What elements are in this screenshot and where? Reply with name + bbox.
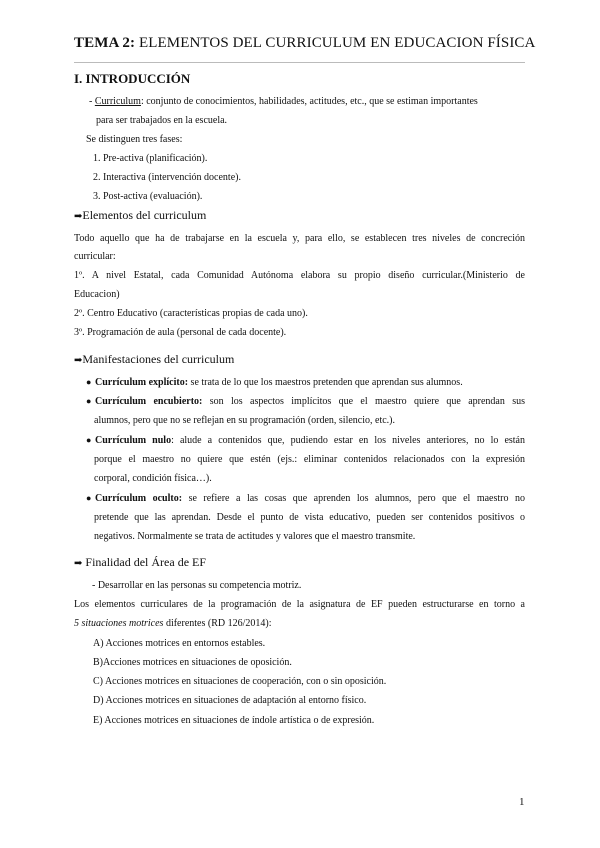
manifest-item	[86, 489, 525, 508]
bullet-icon: ●	[86, 396, 92, 406]
manifest-heading-text: Manifestaciones del curriculum	[82, 352, 235, 366]
manifest-text: : alude a contenidos que, pudiendo estar en los niveles anteriores, no lo están	[171, 435, 525, 446]
curriculum-definition-line2: para ser trabajados en la escuela.	[96, 115, 228, 126]
curriculum-dash: -	[89, 96, 95, 107]
phase-item: 1. Pre-activa (planificación).	[93, 153, 208, 164]
arrow-right-icon: ➡	[74, 558, 83, 569]
manifest-term: Currículum explícito:	[95, 377, 189, 388]
situation-item: E) Acciones motrices en situaciones de índole artística o de expresión.	[93, 715, 375, 726]
manifest-term: Currículum encubierto:	[95, 396, 203, 407]
manifest-item	[86, 373, 463, 392]
elements-line1: Todo aquello que ha de trabajarse en la escuela y, para ello, se establecen tres niveles de concreción	[74, 233, 525, 244]
phase-item: 3. Post-activa (evaluación).	[93, 191, 203, 202]
finalidad-line1: Los elementos curriculares de la programación de la asignatura de EF pueden estructurarse en torno a	[74, 599, 525, 610]
arrow-right-icon: ➡	[74, 355, 83, 366]
situation-item: A) Acciones motrices en entornos estables.	[93, 638, 266, 649]
manifest-text-cont: pretende que las aprendan. Desde el punto de vista educativo, pueden ser contenidos positivos o	[94, 512, 525, 523]
level3: 3º. Programación de aula (personal de cada docente).	[74, 327, 287, 338]
phase-item: 2. Interactiva (intervención docente).	[93, 172, 241, 183]
situation-item: C) Acciones motrices en situaciones de cooperación, con o sin oposición.	[93, 676, 387, 687]
finalidad-goal: - Desarrollar en las personas su competencia motriz.	[92, 580, 302, 591]
manifest-text: se trata de lo que los maestros pretenden que aprendan sus alumnos.	[188, 377, 463, 388]
bullet-icon: ●	[86, 377, 92, 387]
curriculum-definition-line1	[89, 92, 478, 111]
page-number: 1	[519, 796, 525, 808]
level1-line2: Educacion)	[74, 289, 120, 300]
manifest-text-cont: alumnos, pero que no se reflejan en su programación (orden, silencio, etc.).	[94, 415, 396, 426]
intro-heading: I. INTRODUCCIÓN	[74, 71, 191, 86]
level1-line1: 1º. A nivel Estatal, cada Comunidad Autónoma elabora su propio diseño curricular.(Ministerio de	[74, 270, 525, 281]
manifest-heading	[74, 352, 234, 367]
curriculum-term: Curriculum	[94, 96, 141, 107]
page-title	[74, 35, 535, 52]
elements-line2: curricular:	[74, 251, 116, 262]
manifest-text: son los aspectos implícitos que el maestro quiere que aprendan sus	[202, 396, 525, 407]
finalidad-heading-text: Finalidad del Área de EF	[82, 555, 207, 569]
manifest-term: Currículum nulo	[95, 435, 172, 446]
elements-heading-text: Elementos del curriculum	[82, 208, 207, 222]
curriculum-def-1: : conjunto de conocimientos, habilidades, actitudes, etc., que se estiman importantes	[140, 96, 478, 107]
manifest-term: Currículum oculto:	[95, 493, 183, 504]
phases-intro: Se distinguen tres fases:	[86, 134, 183, 145]
manifest-text-cont: porque el maestro no quiere que estén (ejs.: eliminar contenidos relacionados con la expresión	[94, 454, 525, 465]
elements-heading	[74, 208, 206, 223]
manifest-text-cont: corporal, condición física…).	[94, 473, 212, 484]
finalidad-line2	[74, 614, 271, 633]
title-rest: ELEMENTOS DEL CURRICULUM EN EDUCACION FÍSICA	[135, 35, 536, 51]
situation-item: D) Acciones motrices en situaciones de adaptación al entorno físico.	[93, 695, 367, 706]
title-bold: TEMA 2:	[74, 35, 136, 51]
manifest-item	[86, 392, 525, 411]
finalidad-line2-rest: diferentes (RD 126/2014):	[163, 618, 272, 629]
manifest-item	[86, 431, 525, 450]
arrow-right-icon: ➡	[74, 211, 83, 222]
level2: 2º. Centro Educativo (características propias de cada uno).	[74, 308, 308, 319]
manifest-text: se refiere a las cosas que aprenden los alumnos, pero que el maestro no	[182, 493, 526, 504]
title-rule	[74, 62, 525, 63]
situations-count: 5 situaciones motrices	[74, 618, 164, 629]
finalidad-heading	[74, 555, 206, 570]
manifest-text-cont: negativos. Normalmente se trata de actitudes y valores que el maestro transmite.	[94, 531, 416, 542]
situation-item: B)Acciones motrices en situaciones de oposición.	[93, 657, 292, 668]
bullet-icon: ●	[86, 435, 92, 445]
bullet-icon: ●	[86, 493, 92, 503]
